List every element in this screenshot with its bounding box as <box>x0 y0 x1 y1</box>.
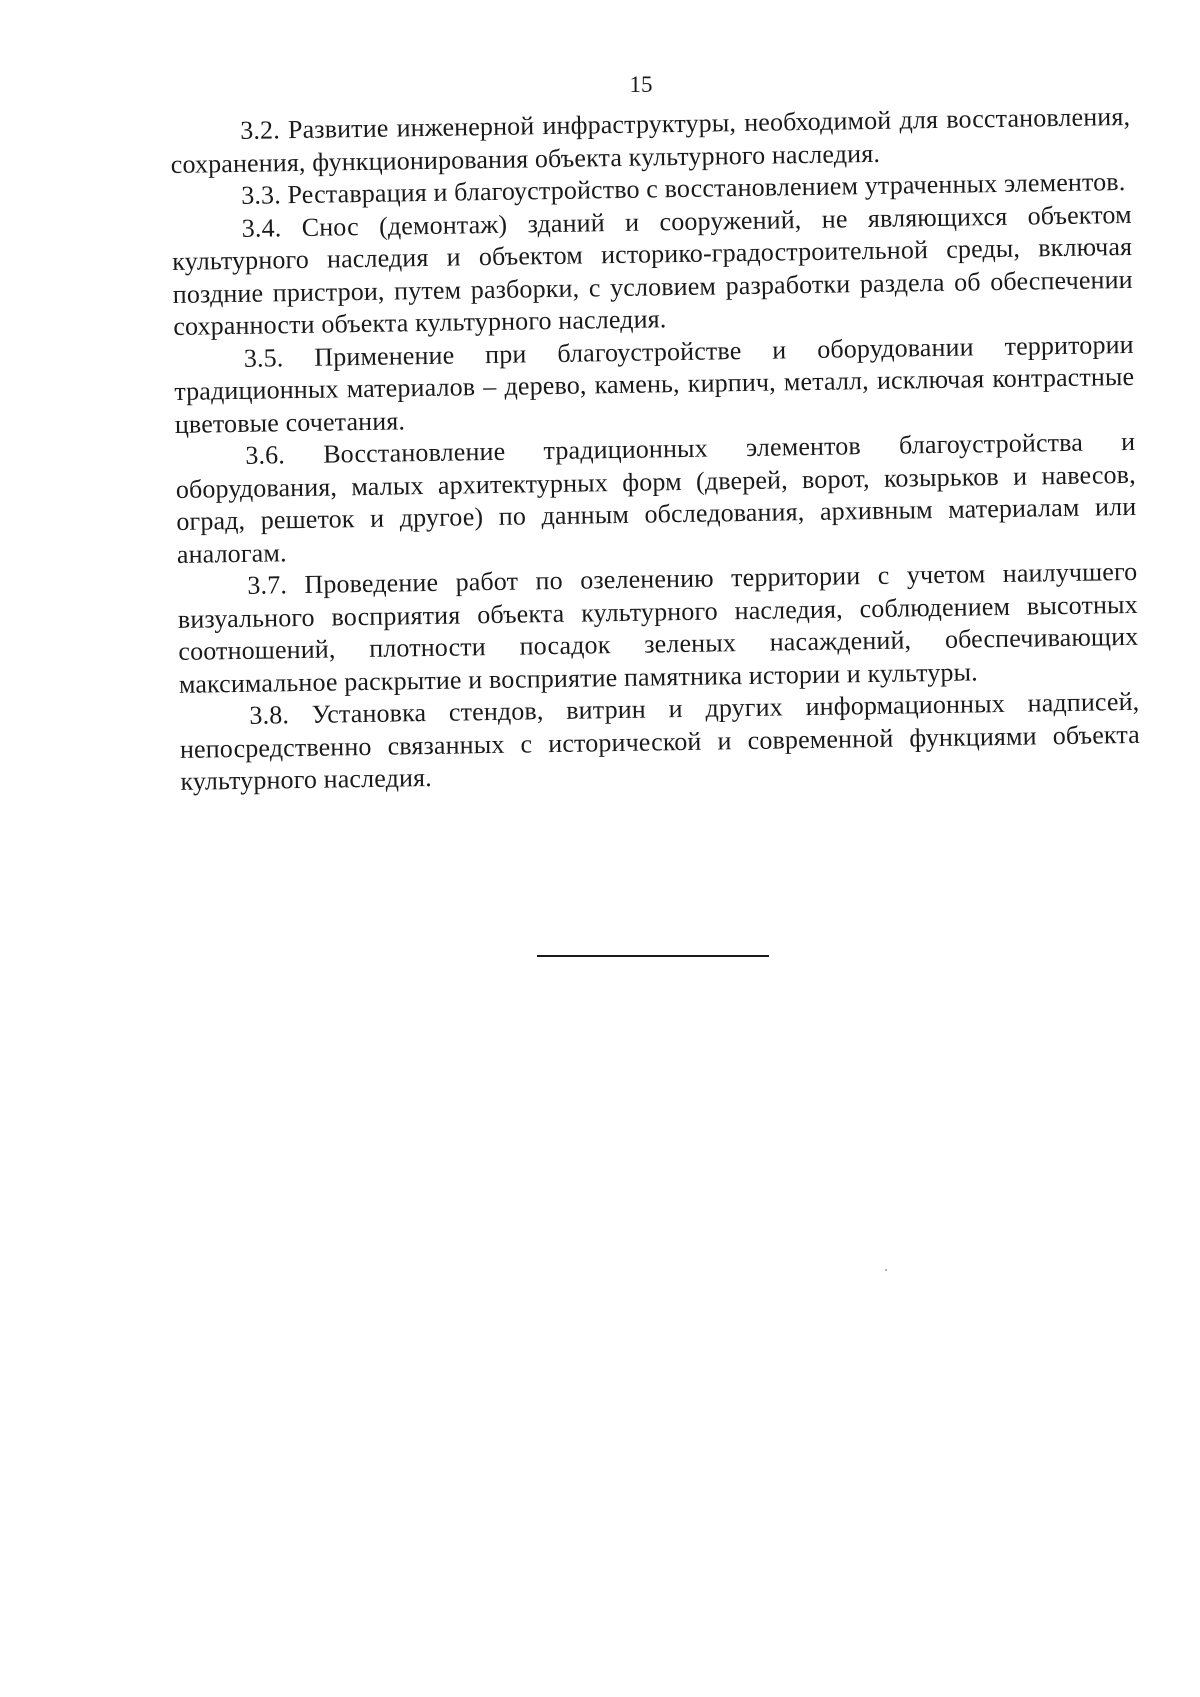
paragraph-3-8: 3.8. Установка стендов, витрин и других информационных надписей, непосредственно связанных с исторической и современной функциями объекта культурного наследия. <box>179 686 1141 796</box>
paragraph-3-3: 3.3. Реставрация и благоустройство с восстановлением утраченных элементов. <box>241 167 1126 210</box>
closing-rule <box>537 955 769 957</box>
page-number: 15 <box>629 72 653 97</box>
paragraph-3-7: 3.7. Проведение работ по озеленению территории с учетом наилучшего визуального восприятия объекта культурного наследия, соблюдением высотных соотношений, плотности посадок зеленых насаждений, обеспечивающих максимальное раскрытие и восприятие памятника истории и культуры. <box>177 556 1139 699</box>
paragraph-3-2: 3.2. Развитие инженерной инфраструктуры, необходимой для восстановления, сохранения, функционирования объекта культурного наследия. <box>170 101 1131 179</box>
scan-speck <box>885 1269 887 1271</box>
document-body <box>170 101 1141 798</box>
paragraph-3-6: 3.6. Восстановление традиционных элементов благоустройства и оборудования, малых архитектурных форм (дверей, ворот, козырьков и навесов, оград, решеток и другое) по данным обследования, архивным материалам или аналогам. <box>175 426 1137 569</box>
paragraph-3-5: 3.5. Применение при благоустройстве и оборудовании территории традиционных материалов – дерево, камень, кирпич, металл, исключая контрастные цветовые сочетания. <box>174 329 1135 439</box>
paragraph-3-4: 3.4. Снос (демонтаж) зданий и сооружений, не являющихся объектом культурного наследия и объектом историко-градостроительной среды, включая поздние пристрои, путем разборки, с условием разработки раздела об обеспечении сохранности объекта культурного наследия. <box>172 199 1133 341</box>
